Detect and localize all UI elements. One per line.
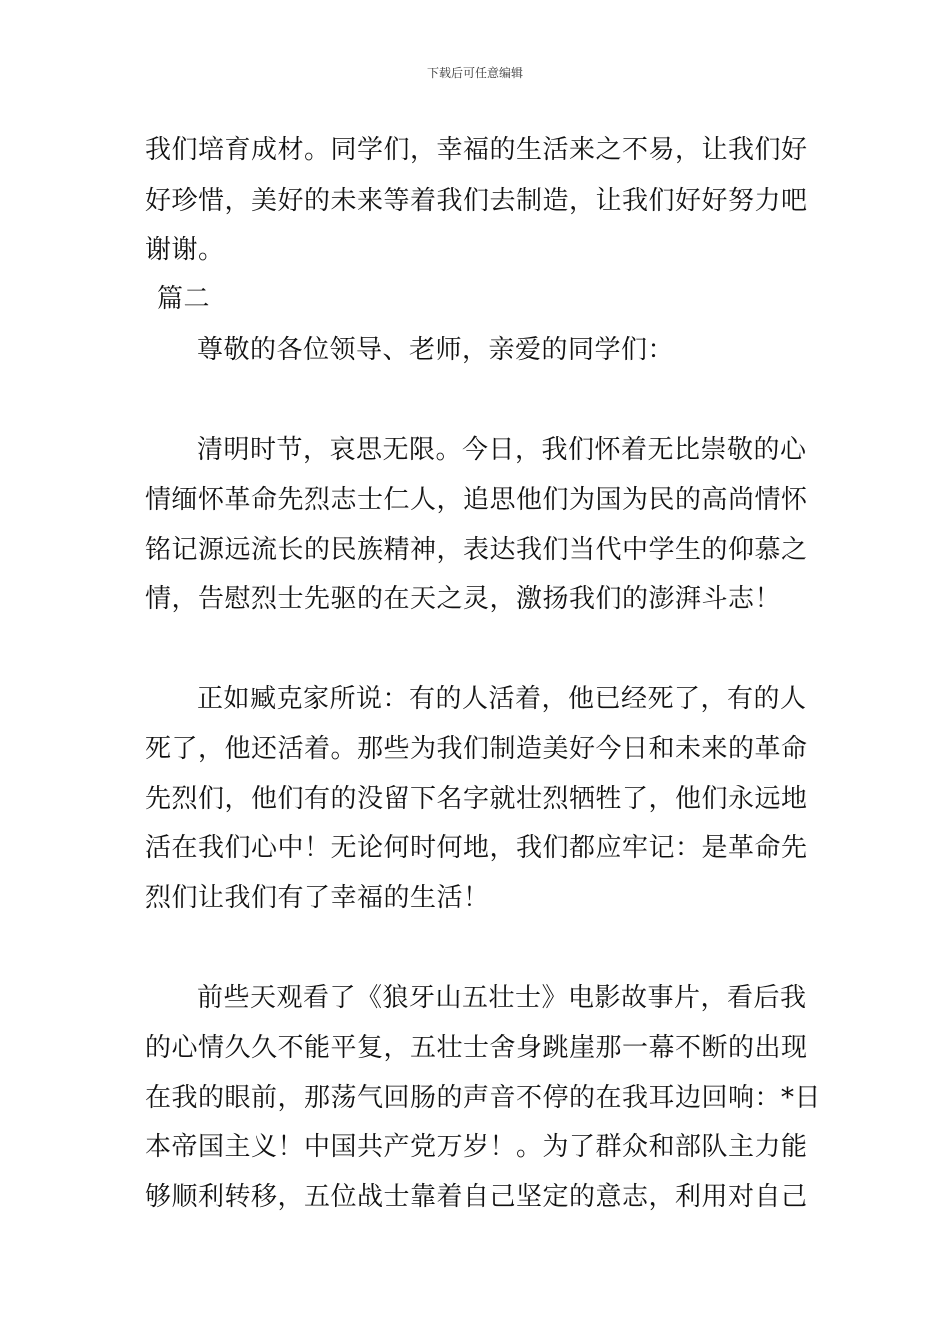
text-line: 情，告慰烈士先驱的在天之灵，激扬我们的澎湃斗志！ (145, 584, 782, 614)
salutation: 尊敬的各位领导、老师，亲爱的同学们： (197, 335, 675, 365)
text-line: 活在我们心中！无论何时何地，我们都应牢记：是革命先 (145, 833, 808, 863)
text-line: 铭记源远流长的民族精神，表达我们当代中学生的仰慕之 (145, 535, 808, 565)
text-line: 本帝国主义！中国共产党万岁！。为了群众和部队主力能 (145, 1132, 808, 1162)
text-line: 先烈们，他们有的没留下名字就壮烈牺牲了，他们永远地 (145, 784, 808, 814)
text-line: 烈们让我们有了幸福的生活！ (145, 883, 490, 913)
text-line: 死了，他还活着。那些为我们制造美好今日和未来的革命 (145, 734, 808, 764)
text-line: 在我的眼前，那荡气回肠的声音不停的在我耳边回响：*日 (145, 1083, 822, 1113)
text-line: 情缅怀革命先烈志士仁人，追思他们为国为民的高尚情怀 (145, 485, 808, 515)
text-line: 的心情久久不能平复，五壮士舍身跳崖那一幕不断的出现 (145, 1033, 808, 1063)
section-heading: 篇二 (157, 284, 211, 314)
text-line: 好珍惜，美好的未来等着我们去制造，让我们好好努力吧 (145, 186, 808, 216)
text-line: 够顺利转移，五位战士靠着自己坚定的意志，利用对自己 (145, 1182, 808, 1212)
page-header: 下载后可任意编辑 (426, 66, 523, 80)
text-line: 清明时节，哀思无限。今日，我们怀着无比崇敬的心 (197, 435, 807, 465)
text-line: 我们培育成材。同学们，幸福的生活来之不易，让我们好 (145, 135, 808, 165)
text-line: 前些天观看了《狼牙山五壮士》电影故事片，看后我 (197, 983, 807, 1013)
text-line: 谢谢。 (145, 235, 225, 265)
text-line: 正如臧克家所说：有的人活着，他已经死了，有的人 (197, 684, 807, 714)
